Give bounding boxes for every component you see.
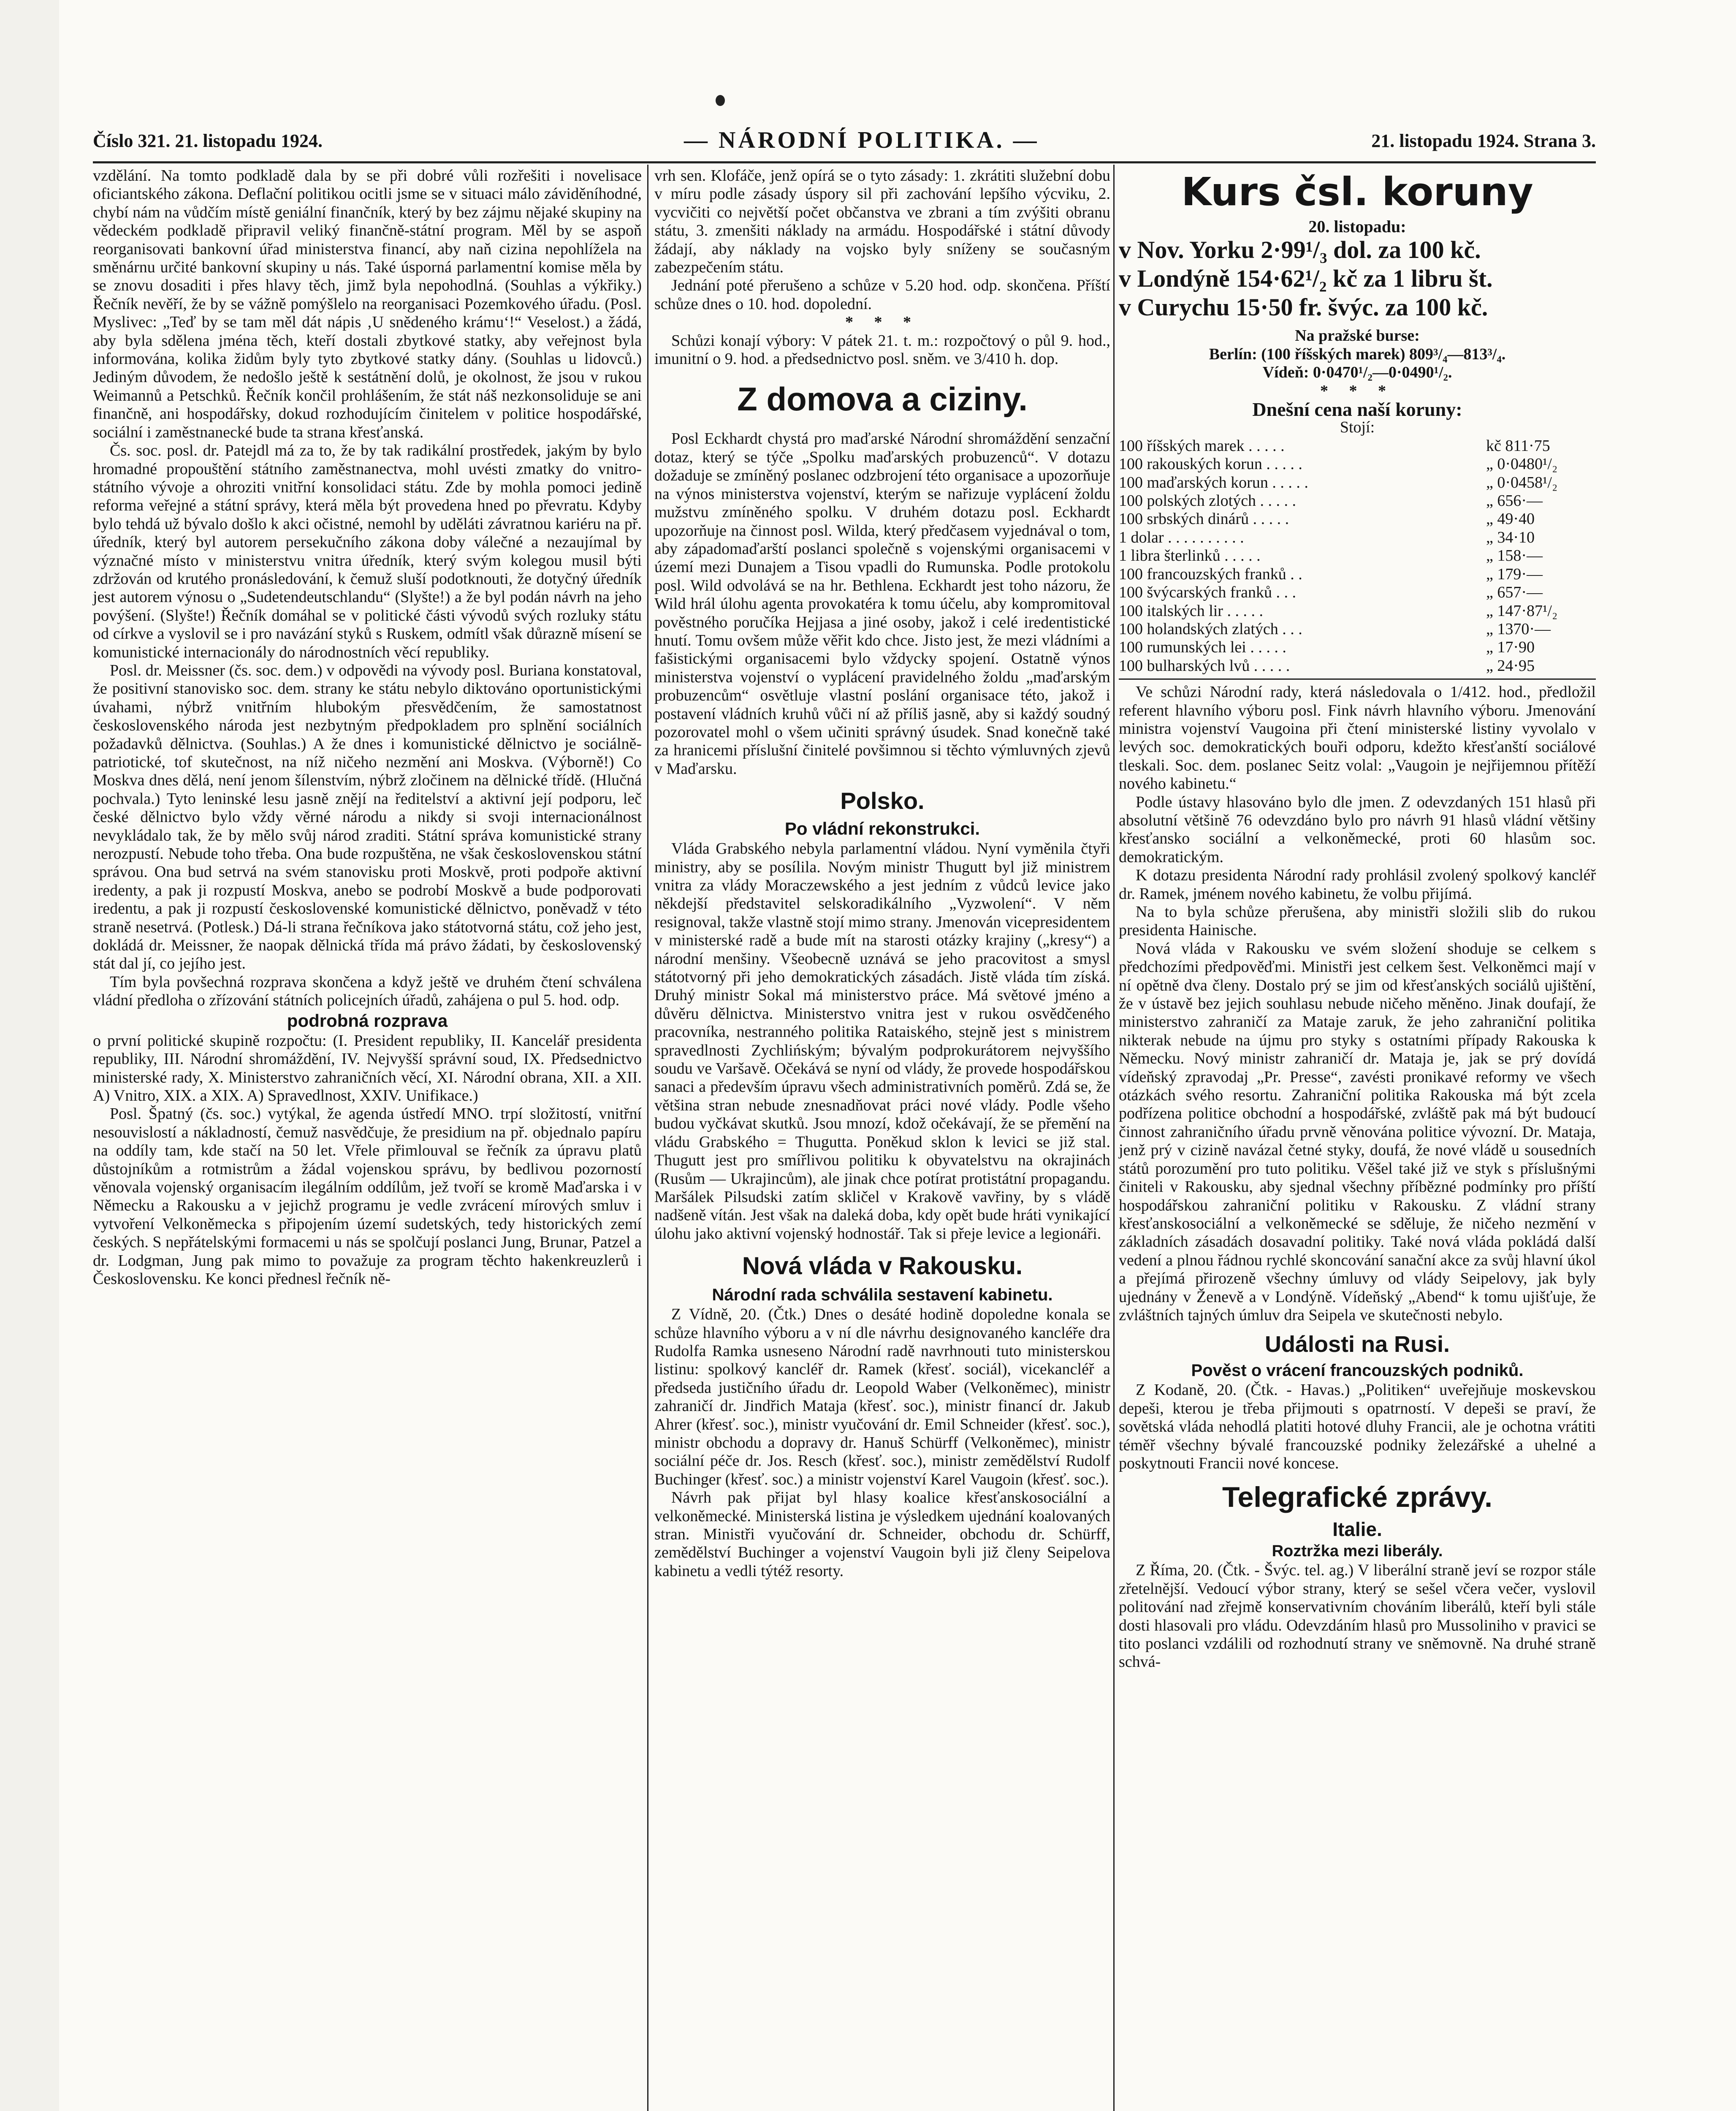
- section-heading: Nová vláda v Rakousku.: [742, 1252, 1023, 1280]
- koruna-price-heading: Dnešní cena naší koruny:: [1252, 399, 1462, 421]
- rate-currency: 100 francouzských franků . .: [1119, 565, 1302, 583]
- rate-value: kč 811·75: [1486, 437, 1550, 455]
- subheading: Po vládní rekonstrukci.: [784, 819, 980, 839]
- article-paragraph: Jednání poté přerušeno a schůze v 5.20 hod. odp. skončena. Příští schůze dnes o 10. hod. dopolední.: [654, 277, 1110, 313]
- article-paragraph: vzdělání. Na tomto podkladě dala by se při dobré vůli rozřešiti i novelisace oficiantského zákona. Deflační politikou ocitli jsme se v situaci málo záviděníhodné, chybí nám na vůdčím místě geniální finančník, který by bez zájmu nějaké skupiny na vědeckém podkladě připravil veliký finančně-státní program. Měl by se aspoň reorganisovati bankovní úřad ministerstva financí, aby naň cizina nepohlížela na směnárnu určité bankovní skupiny u nás. Také úsporná parlamentní komise měla by se znovu dosaditi i přes hlavy těch, jimž byla nepohodlná. (Souhlas a výkřiky.) Řečník nevěří, že by se vážně pomýšlelo na reorganisaci Pozemkového úřadu. (Posl. Myslivec: „Teď by se tam měl dát nápis ‚U snědeného krámu‘!“ Veselost.) a žádá, aby byla sdělena jména těch, kteří dostali zbytkové statky, aby veřejnost byla informována, kolika židům byly tyto zbytkové statky dány. (Souhlas u lidovců.) Jediným důvodem, že nedošlo ještě k sestátnění dolů, je okolnost, že jsou v rukou Weimannů a Petschků. Řečník končil prohlášením, že stát náš nezkonsoliduje se ani finančně, ani hospodářsky, dokud rozhodujícím činitelem v politice hospodářské, sociální i zaměstnanecké bude ta strana křesťanská.: [93, 167, 642, 441]
- rate-currency: 100 holandských zlatých . . .: [1119, 620, 1302, 638]
- rate-value: „ 147·87¹/₂: [1486, 602, 1558, 620]
- rate-zurich: v Curychu 15·50 fr. švýc. za 100 kč.: [1119, 293, 1488, 321]
- rate-row: [1119, 455, 1596, 473]
- subheading: Národní rada schválila sestavení kabinetu.: [712, 1286, 1053, 1305]
- rate-row: [1119, 565, 1596, 583]
- rate-row: [1119, 638, 1596, 657]
- rate-row: [1119, 602, 1596, 620]
- article-paragraph: Z Vídně, 20. (Čtk.) Dnes o desáté hodině dopoledne konala se schůze hlavního výboru a v ní dle návrhu designovaného kancléře dra Rudolfa Ramka usneseno Národní radě navrhnouti tuto ministerskou listinu: spolkový kancléř dr. Ramek (křesť. sociál), vicekancléř a předseda justičního úřadu dr. Leopold Waber (Velkoněmec), ministr zahraničí dr. Jindřich Mataja (křesť. soc.), ministr financí dr. Jakub Ahrer (křesť. soc.), ministr vyučování dr. Emil Schneider (křesť. soc.), ministr obchodu a dopravy dr. Hanuš Schürff (Velkoněmec), ministr sociální péče dr. Jos. Resch (křesť. soc.), ministr zemědělství Rudolf Buchinger (křesť. soc.) a ministr vojenství Karel Vaugoin (křesť. soc.).: [654, 1305, 1110, 1488]
- rate-currency: 100 rakouských korun . . . . .: [1119, 455, 1302, 473]
- newspaper-title: — NÁRODNÍ POLITIKA. —: [684, 127, 1039, 153]
- rate-row: [1119, 620, 1596, 638]
- section-heading: Telegrafické zprávy.: [1222, 1481, 1493, 1514]
- rate-value: „ 656·—: [1486, 492, 1543, 510]
- article-paragraph: Schůzi konají výbory: V pátek 21. t. m.: rozpočtový o půl 9. hod., imunitní o 9. hod. a předsednictvo posl. sněm. ve 3/410 h. dop.: [654, 331, 1110, 368]
- rate-row: [1119, 437, 1596, 455]
- rate-value: „ 0·0458¹/₂: [1486, 473, 1558, 491]
- section-heading: Polsko.: [840, 787, 925, 814]
- rate-row: [1119, 492, 1596, 510]
- rate-row: [1119, 657, 1596, 675]
- section-heading: podrobná rozprava: [287, 1010, 448, 1031]
- column-rule-2: [1113, 165, 1115, 2111]
- rate-vienna: Vídeň: 0·0470¹/₂—0·0490¹/₂.: [1262, 364, 1452, 382]
- rate-berlin: Berlín: (100 říšských marek) 809³/₄—813³/₄.: [1209, 345, 1506, 363]
- article-paragraph: Návrh pak přijat byl hlasy koalice křesťanskosociální a velkoněmecké. Ministerská listina je výsledkem ujednání koalovaných stran. Ministři vyučování dr. Schneider, obchodu dr. Schürff, zemědělství Buchinger a vojenství Vaugoin byli již členy Seipelova kabinetu a vedli týtéž resorty.: [654, 1489, 1110, 1580]
- rate-value: „ 0·0480¹/₂: [1486, 455, 1558, 473]
- rate-currency: 100 maďarských korun . . . . .: [1119, 473, 1308, 491]
- rate-currency: 100 polských zlotých . . . . .: [1119, 492, 1297, 510]
- punch-hole: [716, 95, 725, 106]
- article-paragraph: Podle ústavy hlasováno bylo dle jmen. Z odevzdaných 151 hlasů při absolutní většině 76 odevzdáno bylo pro návrh 91 hlasů vládní většiny křesťansko sociální a velkoněmecké, proti 60 hlasům soc. demokratickým.: [1119, 793, 1596, 866]
- rate-new-york: v Nov. Yorku 2·99¹/₃ dol. za 100 kč.: [1119, 236, 1481, 264]
- article-paragraph: Vláda Grabského nebyla parlamentní vládou. Nyní vyměnila čtyři ministry, aby se posílila. Novým ministr Thugutt byl již ministrem vnitra za vlády Moraczewského a jest jedním z vůdců levice jako někdejší představitel selskoradikálního „Vyzwolení“. V něm resignoval, takže vlastně stojí mimo strany. Jmenován vicepresidentem v ministerské radě a bude mít na starosti otázky krajiny („kresy“) a národní menšiny. Všeobecně uznává se jeho pracovitost a smysl státotvorný při jeho demokratických zásadách. Jistě vláda tím získá. Druhý ministr Sokal má ministerstvo práce. Má světové jméno a důvěru dělnictva. Ministerstvo vnitra jest v rukou osvědčeného pracovníka, nestranného politika Rataiského, stejně jest s ministrem spravedlnosti Zychlińským; bývalým podprokurátorem nejvyššího soudu ve Varšavě. Očekává se nyní od vlády, že provede hospodářskou sanaci a především úpravu všech administrativních poměrů. Zdá se, že většina stran nebude znesnadňovat práci nové vlády. Podle všeho budou vyčkávat skutků. Jsou mnozí, kdož očekávají, že se přemění na vládu Grabského = Thugutta. Poněkud sklon k levici se již stal. Thugutt jest pro smířlivou politiku k obyvatelstvu na okrajinách (Rusům — Ukrajincům), ale jinak chce potírat protistátní propagandu. Maršálek Pilsudski zatím skličel v Krakově vavřiny, by s vládě nadšeně vítán. Jest však na daleká doba, kdy opět bude hráti vynikající úlohu jako aktivní vojenský hodnostář. Tak si přeje levice a legionáři.: [654, 840, 1110, 1243]
- article-paragraph: K dotazu presidenta Národní rady prohlásil zvolený spolkový kancléř dr. Ramek, jménem nového kabinetu, že volbu přijímá.: [1119, 866, 1596, 903]
- exchange-box-title: Kurs čsl. koruny: [1181, 169, 1533, 214]
- article-paragraph: Z Říma, 20. (Čtk. - Švýc. tel. ag.) V liberální straně jeví se rozpor stále zřetelnější. Vedoucí výbor strany, který se sešel včera večer, vyslovil politování nad zřejmě konservativním chováním liberálů, kteří byli stále dosti hlasovali pro vládu. Odevzdáním hlasů pro Mussoliniho v pravici se tito poslanci vzdálili od rozhodnutí strany ve sněmovně. Na druhé straně schvá-: [1119, 1561, 1596, 1671]
- exchange-date: 20. listopadu:: [1308, 217, 1406, 236]
- section-heading: Z domova a ciziny.: [737, 380, 1028, 418]
- article-paragraph: Z Kodaně, 20. (Čtk. - Havas.) „Politiken“ uveřejňuje moskevskou depeši, kterou je třeba přijmouti s opatrností. V depeši se praví, že sovětská vláda nehodlá platiti hotové dluhy Francii, ale je ochotna vrátiti téměř všechny bývalé francouzské podniky železářské a uhelné a poskytnouti Francii nové koncese.: [1119, 1381, 1596, 1472]
- article-paragraph: Ve schůzi Národní rady, která následovala o 1/412. hod., předložil referent hlavního výboru posl. Fink návrh hlavního výboru. Jmenování ministra vojenství Vaugoina při čtení ministerské listiny vyvolalo v levých soc. demokratických bouři odporu, kdežto křesťanští sociálové tleskali. Soc. dem. poslanec Seitz volal: „Vaugoin je nejřijemnou přítěží nového kabinetu.“: [1119, 683, 1596, 793]
- rate-currency: 100 srbských dinárů . . . . .: [1119, 510, 1289, 528]
- rate-currency: 1 libra šterlinků . . . . .: [1119, 547, 1261, 565]
- article-paragraph: Na to byla schůze přerušena, aby ministři složili slib do rukou presidenta Hainische.: [1119, 903, 1596, 939]
- rate-value: „ 158·—: [1486, 547, 1543, 565]
- rate-currency: 100 bulharských lvů . . . . .: [1119, 657, 1290, 675]
- subheading: Roztržka mezi liberály.: [1272, 1542, 1443, 1560]
- subheading: Italie.: [1332, 1518, 1382, 1541]
- column-3: [1119, 167, 1596, 1671]
- rate-value: „ 49·40: [1486, 510, 1535, 528]
- rate-london: v Londýně 154·62¹/₂ kč za 1 libru št.: [1119, 265, 1493, 293]
- article-paragraph: Čs. soc. posl. dr. Patejdl má za to, že by tak radikální prostředek, jakým by bylo hromadné propouštění státního zaměstnanectva, mohl uvésti zmatky do vnitro-státního vývoje a ohroziti vnitřní konsolidaci státu. Zde by mohla pomoci jedině reforma veřejné a státní správy, která měla být provedena hned po převratu. Kdyby bylo tehdá už bývalo došlo k akci očistné, nemohl by uděláti závratnou kariéru na př. úředník, který byl autorem persekučního zákona doby válečné a nezaujímal by význačné místo v ministerstvu vnitra úředník, který svým kolegou musil býti zdržován od krutého pronásledování, k čemuž sluší podotknouti, že dotyčný úředník jest autorem výnosu o „Sudetendeutschlandu“ (Slyšte!) a že byl podán návrh na jeho povýšení. (Slyšte!) Řečník domáhal se v politické části vývodů svých rozluky státu od církve a vyslovil se i pro navázání styků s Ruskem, odmítl však důrazně mísení se komunistické internacionály do národnostních věcí republiky.: [93, 442, 642, 661]
- rate-value: „ 17·90: [1486, 638, 1535, 657]
- article-paragraph: o první politické skupině rozpočtu: (I. President republiky, II. Kancelář presidenta republiky, III. Národní shromáždění, IV. Nejvyšší správní soud, IX. Předsednictvo ministerské rady, X. Ministerstvo zahraničních věcí, XI. Národní obrana, XII. a XII. A) Vnitro, XIX. a XIX. A) Spravedlnost, XXIV. Unifikace.): [93, 1031, 642, 1104]
- column-1: [93, 167, 642, 1288]
- rate-currency: 1 dolar . . . . . . . . . .: [1119, 528, 1244, 546]
- article-paragraph: Tím byla povšechná rozprava skončena a když ještě ve druhém čtení schválena vládní předloha o zřízování státních policejních úřadů, zahájena o pul 5. hod. odp.: [93, 973, 642, 1009]
- prague-exchange-heading: Na pražské burse:: [1295, 327, 1420, 345]
- costs-label: Stojí:: [1340, 418, 1375, 437]
- column-2: [654, 167, 1110, 1580]
- article-paragraph: vrh sen. Klofáče, jenž opírá se o tyto zásady: 1. zkrátiti služební dobu v míru podle zásady úspory sil při zachování lepšího výcviku, 2. vycvičiti co největší počet občanstva ve zbrani a tím zvýšiti obranu státu, 3. zmenšiti náklady na armádu. Hospodářské i státní důvody žádají, aby náklady na vojsko byly sníženy se současným zabezpečením státu.: [654, 167, 1110, 277]
- separator: * * *: [845, 313, 920, 331]
- article-paragraph: Posl Eckhardt chystá pro maďarské Národní shromáždění senzační dotaz, který se týče „Spolku maďarských probuzenců“. V dotazu dožaduje se zmíněný poslanec odzbrojení této organisace a upozorňuje na výnos ministerstva vojenství, kterým se nařizuje vyplácení žoldu mužstvu zmíněného spolku. V druhém dotazu posl. Eckhardt upozorňuje na činnost posl. Wilda, který předčasem vyjednával o tom, aby západomaďarští poslanci společně s vojenskými organisacemi v území mezi Dunajem a Tisou vpadli do Rumunska. Podle protokolu posl. Wild odvolává se na hr. Bethlena. Eckhardt jest toho názoru, že Wild hrál úlohu agenta provokatéra k tomu účelu, aby kompromitoval pověstného poručíka Hejjasa a jiné osoby, jakož i celé iredentistické hnutí. Tomu ovšem může věřit kdo chce. Jisto jest, že mezi vládními a fašistickými organisacemi bylo vždycky spojení. Ostatně výnos ministerstva vojenství o vyplácení pravidelného žoldu „maďarským probuzencům“ osvětluje vlastní poslání organisace této, jakož i postavení vládních kruhů vůči ní až příliš jasně, aby si každý soudný pozorovatel mohl o všem učiniti správný úsudek. Snad konečně také za hranicemi příslušní činitelé povšimnou si těchto výmluvných zjevů v Maďarsku.: [654, 430, 1110, 778]
- rate-row: [1119, 510, 1596, 528]
- rate-value: „ 24·95: [1486, 657, 1535, 675]
- separator: * * *: [1320, 382, 1394, 400]
- page-header: [93, 127, 1596, 165]
- rate-currency: 100 švýcarských franků . . .: [1119, 583, 1297, 602]
- column-rule-1: [647, 165, 648, 2111]
- section-heading: Události na Rusi.: [1264, 1332, 1450, 1357]
- article-paragraph: Posl. dr. Meissner (čs. soc. dem.) v odpovědi na vývody posl. Buriana konstatoval, že positivní stanovisko soc. dem. strany ke státu nebylo diktováno oportunistickými úvahami, nýbrž vnitřním hlubokým přesvědčením, že samostatnost československého národa jest nezbytným předpokladem pro splnění sociálních požadavků dělnictva. (Souhlas.) A že dnes i komunistické dělnictvo je sociálně-patriotické, tof skutečnost, na níž ničeho nezmění ani Moskva. (Výborně!) Co Moskva dnes dělá, není jenom šílenstvím, nýbrž zločinem na dělnické třídě. (Hlučná pochvala.) Tyto leninské lesu jasně znějí na ředitelství a aktivní její podporu, leč české dělnictvo bylo vždy věrné národu a nikdy si svoji internacionálnost nevykládalo tak, že by mělo svůj národ zraditi. Státní správa komunistické strany nerozpustí. Nebude toho třeba. Ona bude rozpuštěna, ne však československou státní správou. Ona bud setrvá na svém stanovisku proti Moskvě, proti podpoře aktivní iredenty, a pak ji rozpustí Moskva, anebo se podrobí Moskvě a bude podporovati iredentu, a pak ji rozpustí československé komunistické dělnictvo, poněvadž v této straně nesetrvá. (Potlesk.) Dá-li strana řečníkova jako státotvorná státu, což jeho jest, dokládá dr. Meissner, že naopak dělnická třída má právo žádati, by československý stát dal jí, co jejího jest.: [93, 661, 642, 973]
- rate-currency: 100 říšských marek . . . . .: [1119, 437, 1285, 455]
- article-paragraph: Posl. Špatný (čs. soc.) vytýkal, že agenda ústředí MNO. trpí složitostí, vnitřní nesouvislostí a nákladností, čemuž nasvědčuje, že presidium na př. objednalo papíru na oddíly tam, kde stačí na 50 let. Vřele přimlouval se řečník za úpravu platů důstojníkům a rotmistrům a žádal vojenskou správu, by bedlivou pozorností věnovala vojenský organisacím ilegálním oddílům, jež tvoří se kromě Maďarska i v Německu a Rakousku a v jejichž programu je vedle zvrácení mírových smluv i vytvoření Velkoněmecka s připojením území sudetských, tedy historických zemí českých. S nepřátelskými formacemi u nás se spolčují poslanci Jung, Brunar, Patzel a dr. Lodgman, Jung pak mimo to považuje za program těchto hakenkreuzlerů i Československu. Ke konci přednesl řečník ně-: [93, 1105, 642, 1288]
- rate-value: „ 34·10: [1486, 528, 1535, 546]
- rate-value: „ 1370·—: [1486, 620, 1551, 638]
- rate-value: „ 179·—: [1486, 565, 1543, 583]
- rate-row: [1119, 547, 1596, 565]
- divider: [1119, 678, 1596, 680]
- rate-currency: 100 italských lir . . . . .: [1119, 602, 1263, 620]
- issue-number: Číslo 321. 21. listopadu 1924.: [93, 130, 323, 151]
- header-rule: [93, 161, 1596, 163]
- rate-row: [1119, 583, 1596, 602]
- rate-currency: 100 rumunských lei . . . . .: [1119, 638, 1286, 657]
- rates-table: [1119, 437, 1596, 675]
- rate-row: [1119, 474, 1596, 492]
- article-paragraph: Nová vláda v Rakousku ve svém složení shoduje se celkem s předchozími předpověďmi. Ministři jest celkem šest. Velkoněmci mají v ní opětně dva členy. Dostalo prý se jim od křesťanských sociálů ujištění, že v ústavě bez jejich souhlasu nebude ničeho měněno. Jinak doufají, že ministerstvo zahraničí za Mataje zaruk, že jeho zahraniční politika nikterak nebude na újmu pro styky s ostatními případy Rakouska k Německu. Nový ministr zahraničí dr. Mataja je, jak se prý dovídá vídeňský zpravodaj „Pr. Presse“, zavésti pronikavé reformy ve všech otázkách svého resortu. Zahraniční politika Rakouska má být zcela podřízena politice obchodní a hospodářské, zvláště pak má být budoucí činnost zahraničního úřadu prvně věnována politice vývozní. Dr. Mataja, jenž prý v cizině navázal četné styky, doufá, že nové vládě u sousedních států porozumění pro tuto politiku. Věšel také již ve styk s příslušnými činiteli v Rakousku, aby sjednal všechny příbězné podmínky pro příští hospodářskou zahraniční politiku v Rakousku. Z vládní strany křesťanskosociální a velkoněmecké se sděluje, že ničeho nezmění v základních zásadách dosavadní politiky. Také nová vláda pokládá další vedení a plnou řádnou rychlé skoncování sanační akce za svůj hlavní úkol a přejímá přirozeně všechny úmluvy od vlády Seipelovy, jak byly ujednány v Ženevě a v Londýně. Vídeňský „Abend“ k tomu ujišťuje, že zvláštních tajných úmluv dra Seipela ve skutečnosti nebylo.: [1119, 939, 1596, 1324]
- rate-row: [1119, 529, 1596, 547]
- rate-value: „ 657·—: [1486, 583, 1543, 602]
- page-edge: [0, 0, 59, 2111]
- date-and-page: 21. listopadu 1924. Strana 3.: [1371, 130, 1596, 151]
- subheading: Pověst o vrácení francouzských podniků.: [1191, 1361, 1524, 1380]
